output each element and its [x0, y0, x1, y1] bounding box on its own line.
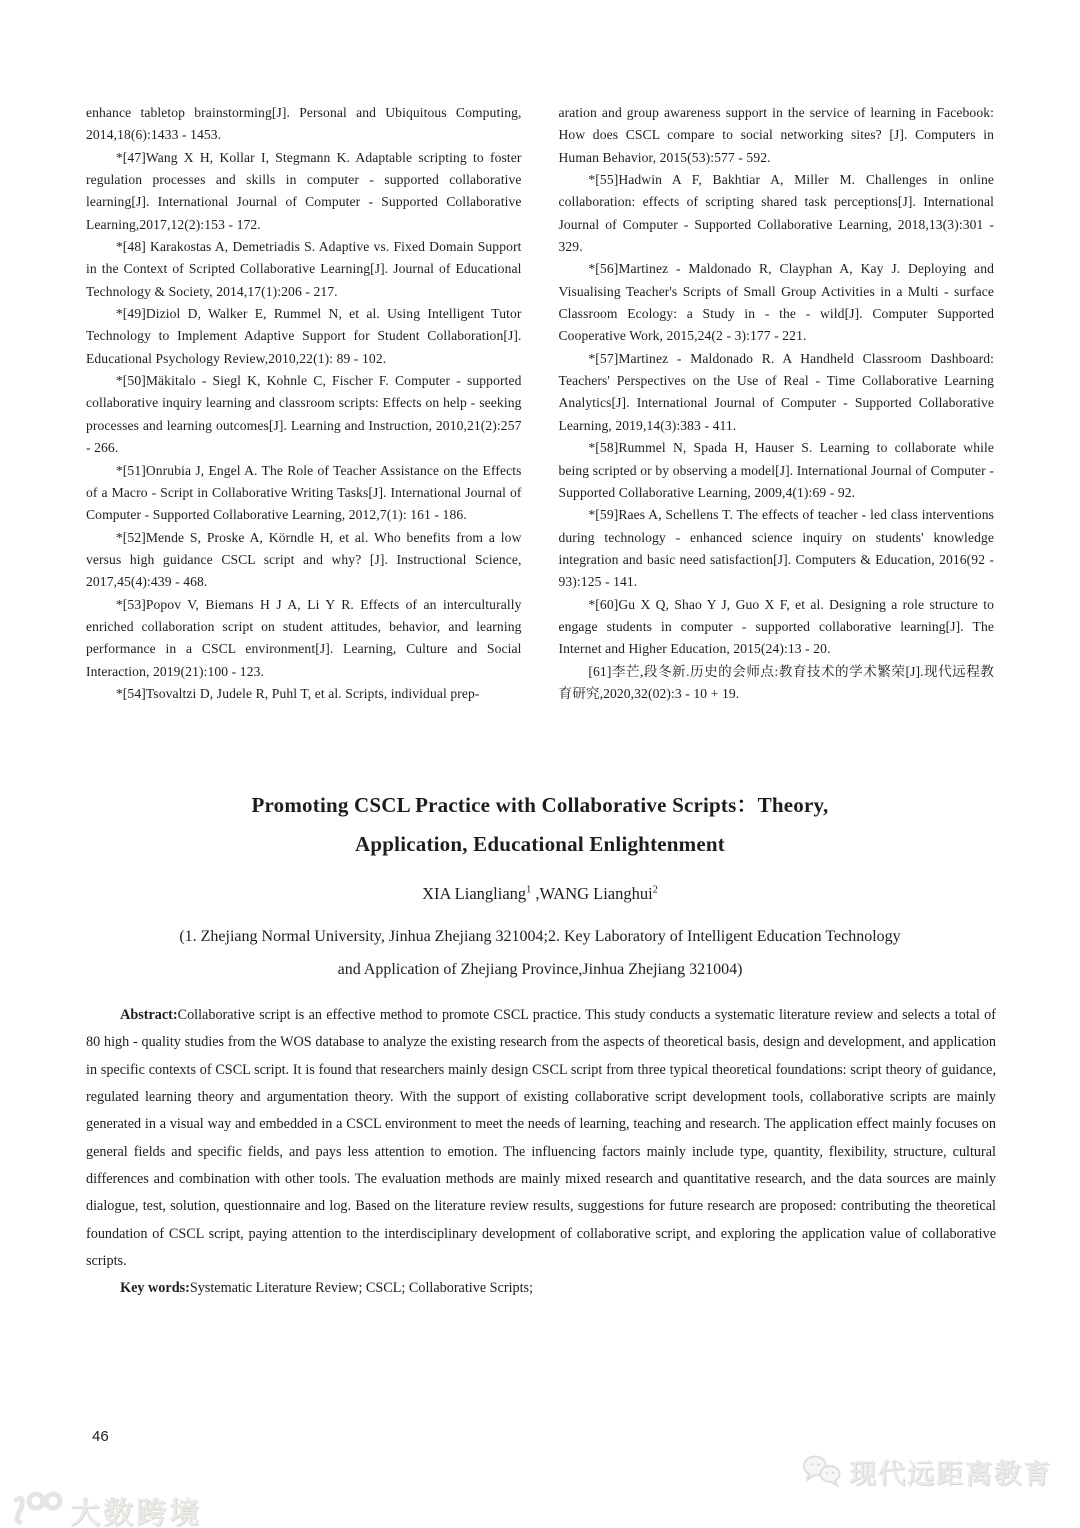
keywords-text: Systematic Literature Review; CSCL; Collaborative Scripts;	[189, 1280, 534, 1297]
keywords-paragraph	[86, 1275, 996, 1302]
abstract-label: Abstract:	[120, 1007, 178, 1023]
abstract-text: Collaborative script is an effective method to promote CSCL practice. This study conducts a systematic literature review and selects a total of 80 high - quality studies from the WOS database to analyze the existing research from the aspects of theoretical basis, design and development, and application in specific contexts of CSCL script. It is found that researchers mainly design CSCL script from three typical theoretical foundations: script theory of guidance, regulated learning theory and argumentation theory. With the support of existing collaborative script development tools, collaborative scripts are mainly generated in a visual way and embedded in a CSCL environment to meet the needs of learning, teaching and research. The application effect mainly focuses on general fields and specific fields, and pays less attention to emotion. The influencing factors mainly include type, quantity, flexibility, structure, cultural differences and combination with other tools. The evaluation methods are mainly mixed research and quantitative research, and the data sources are mainly dialogue, test, solution, questionnaire and log. Based on the literature review results, suggestions for future research are proposed: contributing the theoretical foundation of CSCL script, paying attention to the interdisciplinary development of collaborative script, and exploring the application value of collaborative scripts.	[86, 1007, 996, 1270]
abstract-block	[86, 1002, 996, 1303]
abstract-paragraph	[86, 1002, 996, 1275]
authors-separator: ,	[531, 884, 540, 903]
reference-entry: [61]李芒,段冬新.历史的会师点:教育技术的学术繁荣[J].现代远程教育研究,2020,32(02):3 - 10 + 19.	[558, 663, 994, 701]
affiliation-line-2: and Application of Zhejiang Province,Jinhua Zhejiang 321004)	[337, 961, 743, 978]
watermark-text: 现代远距离教育	[849, 1459, 1052, 1489]
reference-entry: *[48] Karakostas A, Demetriadis S. Adaptive vs. Fixed Domain Support in the Context of Scripted Collaborative Learning[J]. Journal of Educational Technology & Society, 2014,17(1):206 - 217.	[86, 239, 522, 299]
reference-entry: *[56]Martinez - Maldonado R, Clayphan A, Kay J. Deploying and Visualising Teacher's Scripts of Small Group Activities in a Multi - surface Classroom Ecology: a Study in - the - wild[J]. Computer Supported Cooperative Work, 2015,24(2 - 3):177 - 221.	[558, 261, 994, 344]
keywords-label: Key words:	[120, 1280, 190, 1297]
reference-entry: *[50]Mäkitalo - Siegl K, Kohnle C, Fischer F. Computer - supported collaborative inquiry learning and classroom scripts: Effects on help - seeking processes and learning outcomes[J]. Learning and Instruction, 2010,21(2):257 - 266.	[86, 373, 522, 456]
references-section	[86, 102, 994, 750]
author-name: XIA Liangliang	[422, 884, 527, 903]
reference-entry: *[60]Gu X Q, Shao Y J, Guo X F, et al. Designing a role structure to engage students in computer - supported collaborative learning[J]. The Internet and Higher Education, 2015(24):13 - 20.	[558, 596, 994, 657]
reference-entry: *[58]Rummel N, Spada H, Hauser S. Learning to collaborate while being scripted or by observing a model[J]. International Journal of Computer - Supported Collaborative Learning, 2009,4(1):69 - 92.	[558, 440, 994, 500]
reference-entry: *[51]Onrubia J, Engel A. The Role of Teacher Assistance on the Effects of a Macro - Script in Collaborative Writing Tasks[J]. International Journal of Computer - Supported Collaborative Learning, 2012,7(1): 161 - 186.	[86, 462, 522, 523]
article-title-line-1: Promoting CSCL Practice with Collaborative Scripts：Theory,	[251, 793, 829, 817]
wechat-bubbles-icon	[801, 1454, 843, 1490]
article-title-line-2: Application, Educational Enlightenment	[355, 832, 725, 856]
references-column-left	[86, 102, 522, 750]
authors-line	[0, 884, 1080, 904]
reference-entry: enhance tabletop brainstorming[J]. Personal and Ubiquitous Computing, 2014,18(6):1433 - 1453.	[86, 105, 522, 143]
author-affiliation-marker: 1	[526, 884, 532, 896]
watermark-xiandai-yuanjuli-jiaoyu	[801, 1452, 1052, 1491]
reference-entry: *[52]Mende S, Proske A, Körndle H, et al. Who benefits from a low versus high guidance CSCL script and why? [J]. Instructional Science, 2017,45(4):439 - 468.	[86, 529, 522, 590]
reference-entry: *[53]Popov V, Biemans H J A, Li Y R. Effects of an interculturally enriched collaboration script on student attitudes, behavior, and learning performance in a CSCL environment[J]. Learning, Culture and Social Interaction, 2019(21):100 - 123.	[86, 596, 522, 679]
affiliation	[0, 920, 1080, 986]
reference-entry: *[59]Raes A, Schellens T. The effects of teacher - led class interventions during technology - enhanced science inquiry on students' knowledge integration and basic need satisfaction[J]. Computers & Education, 2016(92 - 93):125 - 141.	[558, 507, 994, 590]
reference-entry: *[49]Diziol D, Walker E, Rummel N, et al. Using Intelligent Tutor Technology to Implement Adaptive Support for Student Collaboration[J]. Educational Psychology Review,2010,22(1): 89 - 102.	[86, 306, 522, 366]
watermark-text: 大数跨境	[70, 1497, 202, 1528]
author-affiliation-marker: 2	[652, 884, 658, 896]
page-number: 46	[92, 1428, 109, 1445]
references-column-right	[559, 102, 995, 750]
reference-entry: *[55]Hadwin A F, Bakhtiar A, Miller M. Challenges in online collaboration: effects of scripting shared task perceptions[J]. International Journal of Computer - Supported Collaborative Learning, 2018,13(3):301 - 329.	[558, 172, 994, 255]
article-title	[0, 786, 1080, 864]
author-name: WANG Lianghui	[539, 884, 653, 903]
reference-entry: *[54]Tsovaltzi D, Judele R, Puhl T, et al. Scripts, individual prep-	[115, 685, 480, 701]
watermark-dashukuajing	[8, 1488, 202, 1528]
reference-entry: *[57]Martinez - Maldonado R. A Handheld Classroom Dashboard: Teachers' Perspectives on the Use of Real - Time Collaborative Learning Analytics[J]. International Journal of Computer - Supported Collaborative Learning, 2019,14(3):383 - 411.	[558, 350, 994, 433]
dashu-100-logo-icon	[8, 1490, 64, 1528]
reference-entry: aration and group awareness support in the service of learning in Facebook: How does CSCL compare to social networking sites? [J]. Computers in Human Behavior, 2015(53):577 - 592.	[558, 105, 994, 165]
affiliation-line-1: (1. Zhejiang Normal University, Jinhua Zhejiang 321004;2. Key Laboratory of Intelligent Education Technology	[179, 928, 901, 945]
reference-entry: *[47]Wang X H, Kollar I, Stegmann K. Adaptable scripting to foster regulation processes and skills in computer - supported collaborative learning[J]. International Journal of Computer - Supported Collaborative Learning,2017,12(2):153 - 172.	[86, 149, 522, 232]
